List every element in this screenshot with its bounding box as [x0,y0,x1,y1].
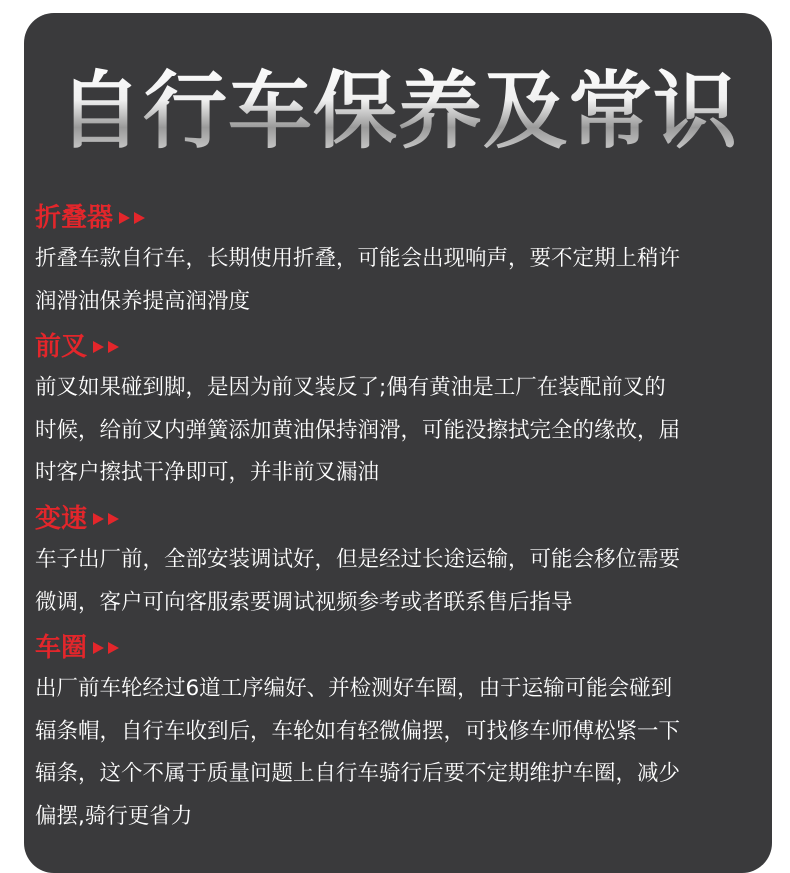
section-heading-text: 车圈 [35,633,88,663]
section-body: 前叉如果碰到脚，是因为前叉装反了;偶有黄油是工厂在装配前叉的 时候，给前叉内弹簧添加黄油保持润滑，可能没擦拭完全的缘故，届 时客户擦拭干净即可，并非前叉漏油 [35,375,681,485]
double-right-arrow-icon [93,642,123,654]
section-heading-text: 变速 [35,504,88,534]
section-heading-text: 前叉 [35,332,88,362]
section-heading-text: 折叠器 [35,203,114,233]
double-right-arrow-icon [119,212,149,224]
section-heading [35,327,765,367]
section-heading [35,198,765,238]
section-front-fork [35,327,765,495]
section-wheel-rim [35,628,765,838]
section-gear-shift [35,499,765,624]
section-body: 车子出厂前，全部安装调试好，但是经过长途运输，可能会移位需要 微调，客户可向客服索要调试视频参考或者联系售后指导 [35,547,681,615]
section-body: 出厂前车轮经过6道工序编好、并检测好车圈，由于运输可能会碰到 辐条帽，自行车收到后，车轮如有轻微偏摆，可找修车师傅松紧一下 辐条，这个不属于质量问题上自行车骑行后要不定期维护车圈，减少 偏摆,骑行更省力 [35,676,681,829]
section-folder [35,198,765,323]
section-heading [35,628,765,668]
double-right-arrow-icon [93,341,123,353]
section-body: 折叠车款自行车，长期使用折叠，可能会出现响声，要不定期上稍许 润滑油保养提高润滑度 [35,246,681,314]
page-title: 自行车保养及常识 [24,56,772,166]
double-right-arrow-icon [93,513,123,525]
section-heading [35,499,765,539]
